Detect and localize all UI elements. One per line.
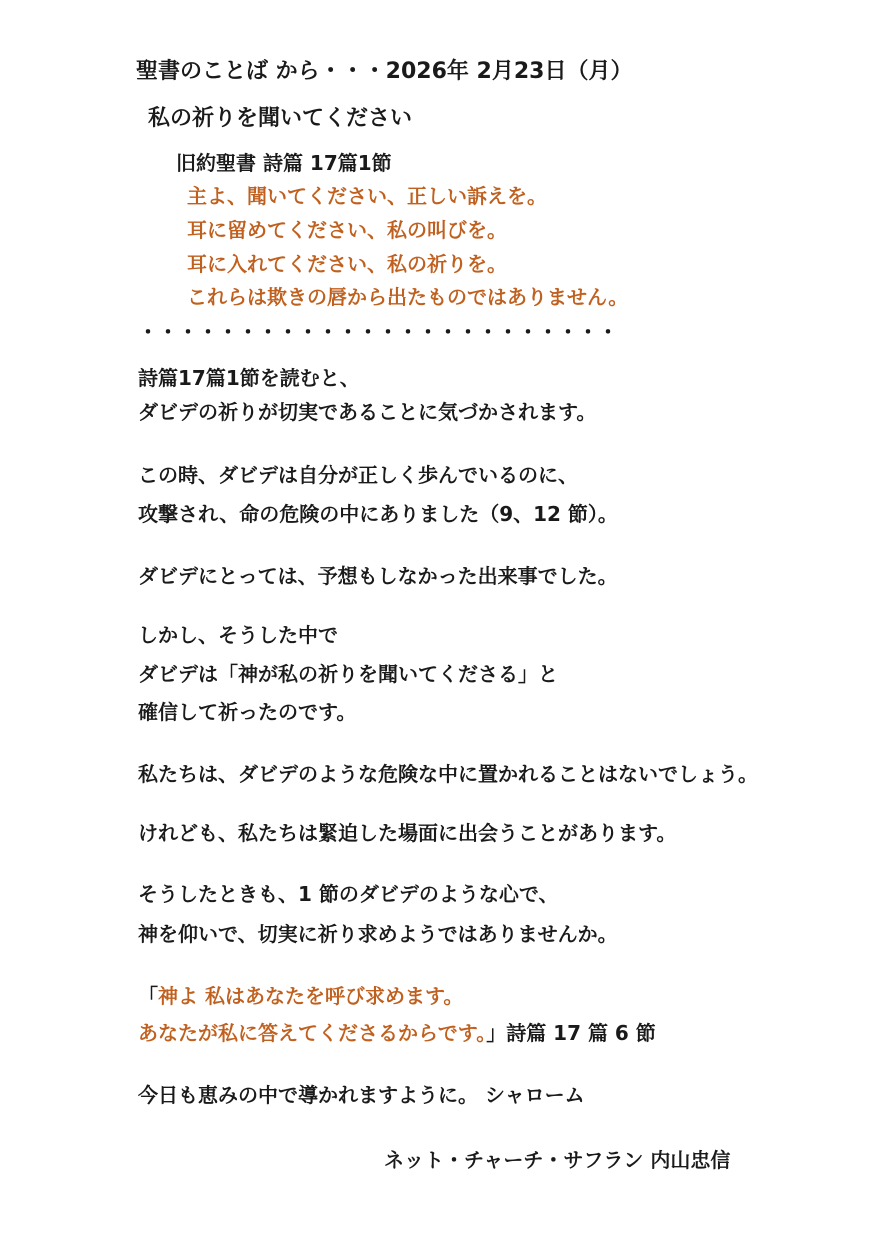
body-text: ダビデの祈りが切実であることに気づかされます。 <box>138 400 597 424</box>
quote-line <box>138 1021 656 1045</box>
body-text: 私たちは、ダビデのような危険な中に置かれることはないでしょう。 <box>138 762 758 786</box>
body-text: 詩篇17篇1節を読むと、 <box>138 366 360 390</box>
body-text: ダビデは「神が私の祈りを聞いてくださる」と <box>138 662 558 686</box>
body-text: ダビデにとっては、予想もしなかった出来事でした。 <box>138 564 618 588</box>
signature: ネット・チャーチ・サフラン 内山忠信 <box>384 1148 731 1172</box>
dotted-separator: ・・・・・・・・・・・・・・・・・・・・・・・・ <box>138 320 618 344</box>
body-text: しかし、そうした中で <box>138 623 338 647</box>
body-text: 神を仰いで、切実に祈り求めようではありませんか。 <box>138 922 618 946</box>
scripture-reference: 旧約聖書 詩篇 17篇1節 <box>176 151 392 175</box>
quote-text: 神よ 私はあなたを呼び求めます。 <box>158 984 464 1008</box>
page-title: 聖書のことば から・・・2026年 2月23日（月） <box>136 59 633 84</box>
body-text: この時、ダビデは自分が正しく歩んでいるのに、 <box>138 463 578 487</box>
verse-line: これらは欺きの唇から出たものではありません。 <box>187 285 629 309</box>
quote-reference: 」詩篇 17 篇 6 節 <box>486 1021 656 1045</box>
page-subtitle: 私の祈りを聞いてください <box>148 106 413 131</box>
closing-text: 今日も恵みの中で導かれますように。 シャローム <box>138 1083 585 1107</box>
body-text: 確信して祈ったのです。 <box>138 700 357 724</box>
quote-open-bracket: 「 <box>138 984 158 1008</box>
body-text: けれども、私たちは緊迫した場面に出会うことがあります。 <box>138 821 677 845</box>
quote-line <box>138 984 463 1008</box>
verse-line: 耳に留めてください、私の叫びを。 <box>187 218 507 242</box>
quote-text: あなたが私に答えてくださるからです。 <box>138 1021 487 1045</box>
body-text: 攻撃され、命の危険の中にありました（9、12 節）。 <box>138 502 618 526</box>
verse-line: 主よ、聞いてください、正しい訴えを。 <box>187 184 547 208</box>
verse-line: 耳に入れてください、私の祈りを。 <box>187 252 507 276</box>
body-text: そうしたときも、1 節のダビデのような心で、 <box>138 882 559 906</box>
